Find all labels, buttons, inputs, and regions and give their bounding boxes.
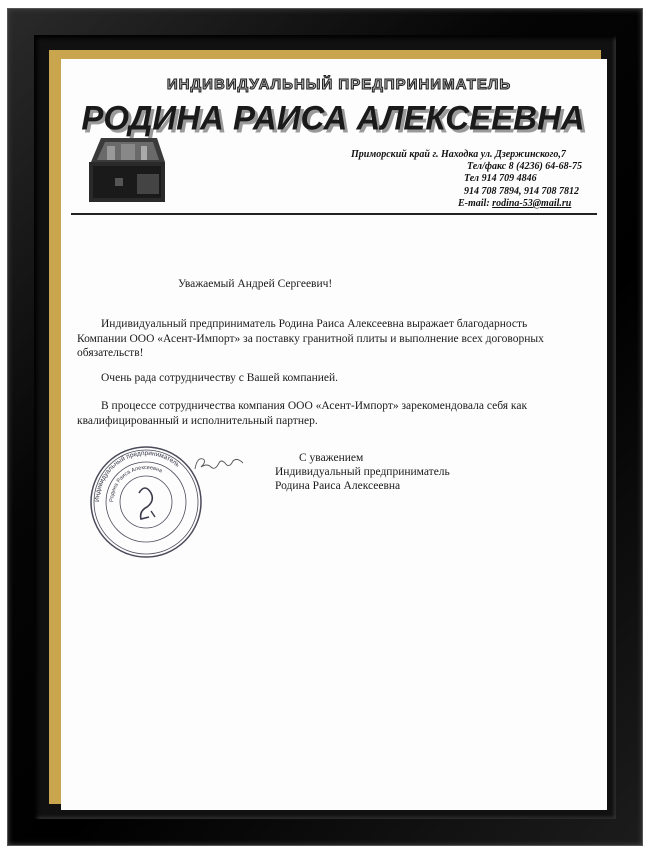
handwritten-signature xyxy=(191,453,251,475)
stamp-inner-text: Родина Раиса Алексеевна xyxy=(108,464,163,503)
letter-paragraph-2: Очень рада сотрудничеству с Вашей компанией. xyxy=(101,372,339,384)
contact-email-row xyxy=(331,198,593,210)
contact-tel2: 914 708 7894, 914 708 7812 xyxy=(464,185,579,197)
picture-frame xyxy=(8,9,642,845)
header-contacts xyxy=(331,149,593,210)
letter-paper xyxy=(61,59,607,810)
svg-text:Родина Раиса Алексеевна xyxy=(109,465,164,502)
sign-title: Индивидуальный предприниматель xyxy=(275,466,450,478)
email-link[interactable]: rodina-53@mail.ru xyxy=(492,197,572,209)
sign-regards: С уважением xyxy=(299,452,364,464)
p1-line-2: Компании ООО «Асент-Импорт» за поставку гранитной плиты и выполнение всех договорных обязательств! xyxy=(77,332,544,359)
stamp-outer-text: Индивидуальный предприниматель xyxy=(93,449,181,503)
round-stamp xyxy=(89,445,203,559)
p3-line-1: В процессе сотрудничества компания ООО «Асент-Импорт» зарекомендовала себя как xyxy=(101,400,528,412)
letter-paragraph-3 xyxy=(73,399,593,428)
sign-name: Родина Раиса Алексеевна xyxy=(275,480,401,492)
contact-telfax: Тел/факс 8 (4236) 64-68-75 xyxy=(467,161,582,173)
contact-address: Приморский край г. Находка ул. Дзержинского,7 xyxy=(351,149,566,160)
header-name: РОДИНА РАИСА АЛЕКСЕЕВНА xyxy=(81,98,585,137)
letter-greeting: Уважаемый Андрей Сергеевич! xyxy=(178,278,333,290)
letter-paragraph-1 xyxy=(73,317,593,361)
tool-chest-image xyxy=(87,134,167,204)
contact-tel1: Тел 914 709 4846 xyxy=(464,173,537,185)
signature-block xyxy=(275,451,450,493)
header-divider xyxy=(71,213,597,215)
header-subtitle: ИНДИВИДУАЛЬНЫЙ ПРЕДПРИНИМАТЕЛЬ xyxy=(166,76,512,93)
p1-line-1: Индивидуальный предприниматель Родина Раиса Алексеевна выражает благодарность xyxy=(101,318,528,330)
email-label: E-mail: xyxy=(458,197,493,209)
p3-line-2: квалифицированный и исполнительный партнер. xyxy=(77,414,318,427)
